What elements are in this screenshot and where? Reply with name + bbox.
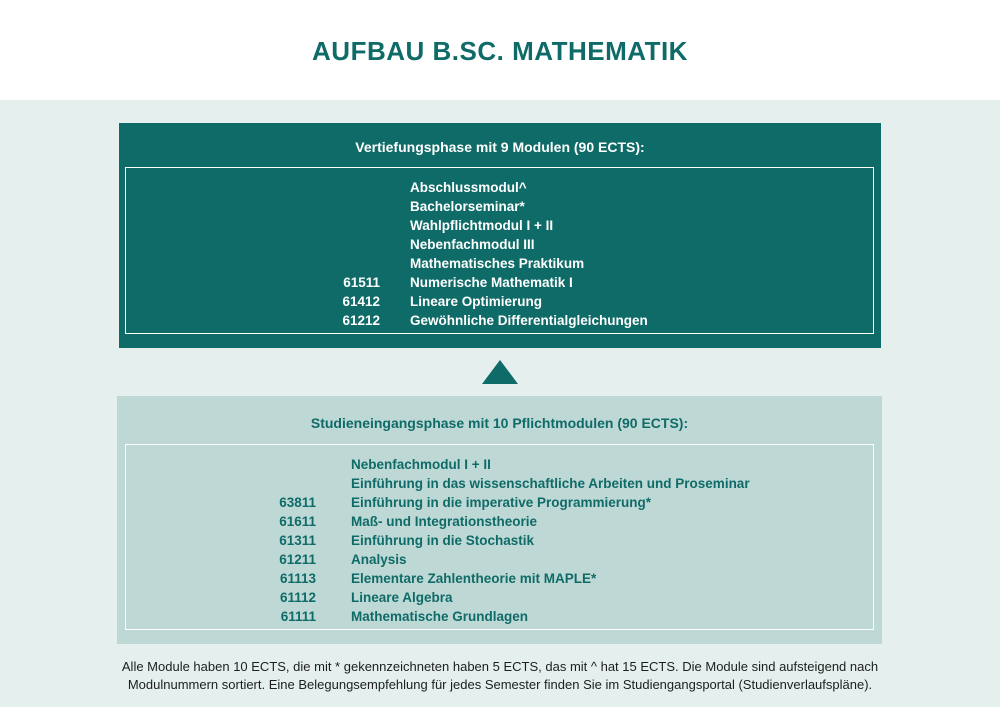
module-name: Analysis xyxy=(351,552,407,567)
module-row xyxy=(126,197,873,216)
module-row xyxy=(126,512,873,531)
module-row xyxy=(126,607,873,626)
module-name: Wahlpflichtmodul I + II xyxy=(410,218,554,233)
module-number: 63811 xyxy=(279,495,316,510)
module-name: Nebenfachmodul III xyxy=(410,237,535,252)
module-row xyxy=(126,493,873,512)
module-number: 61112 xyxy=(279,590,316,605)
vertiefungsphase-heading: Vertiefungsphase mit 9 Modulen (90 ECTS): xyxy=(355,139,645,155)
module-number: 61311 xyxy=(279,533,316,548)
module-row xyxy=(126,254,873,273)
studieneingangsphase-heading: Studieneingangsphase mit 10 Pflichtmodulen (90 ECTS): xyxy=(310,415,689,431)
module-name: Mathematische Grundlagen xyxy=(351,609,529,624)
studieneingangsphase-box xyxy=(117,396,882,644)
module-row xyxy=(126,455,873,474)
module-row xyxy=(126,531,873,550)
module-name: Maß- und Integrationstheorie xyxy=(351,514,538,529)
module-number: 61212 xyxy=(342,313,380,328)
module-row xyxy=(126,178,873,197)
module-number: 61412 xyxy=(342,294,380,309)
footnote-line-1: Alle Module haben 10 ECTS, die mit * gekennzeichneten haben 5 ECTS, das mit ^ hat 15 ECTS. Die Module sind aufsteigend nach xyxy=(121,659,879,674)
module-number: 61611 xyxy=(279,514,316,529)
module-number: 61111 xyxy=(280,609,316,624)
module-name: Abschlussmodul^ xyxy=(410,180,527,195)
module-row xyxy=(126,569,873,588)
page-title: AUFBAU B.SC. MATHEMATIK xyxy=(312,36,688,66)
module-row xyxy=(126,235,873,254)
vertiefungsphase-box xyxy=(119,123,881,348)
module-number: 61113 xyxy=(279,571,316,586)
module-row xyxy=(126,273,873,292)
module-name: Nebenfachmodul I + II xyxy=(351,457,491,472)
module-row xyxy=(126,292,873,311)
module-name: Lineare Algebra xyxy=(351,590,453,605)
module-row xyxy=(126,588,873,607)
vertiefungsphase-module-list xyxy=(125,167,874,334)
module-row xyxy=(126,474,873,493)
footnote-line-2: Modulnummern sortiert. Eine Belegungsempfehlung für jedes Semester finden Sie im Studiengangsportal (Studienverlaufspläne). xyxy=(127,677,873,692)
module-name: Lineare Optimierung xyxy=(410,294,543,309)
module-name: Numerische Mathematik I xyxy=(410,275,573,290)
module-name: Gewöhnliche Differentialgleichungen xyxy=(410,313,648,328)
module-name: Mathematisches Praktikum xyxy=(410,256,585,271)
footnote xyxy=(80,658,920,694)
module-row xyxy=(126,311,873,330)
module-row xyxy=(126,216,873,235)
module-name: Elementare Zahlentheorie mit MAPLE* xyxy=(351,571,597,586)
arrow-up-icon xyxy=(482,360,518,384)
module-name: Einführung in die imperative Programmierung* xyxy=(351,495,652,510)
module-name: Bachelorseminar* xyxy=(410,199,525,214)
module-row xyxy=(126,550,873,569)
module-name: Einführung in das wissenschaftliche Arbeiten und Proseminar xyxy=(351,476,750,491)
module-number: 61211 xyxy=(279,552,316,567)
module-number: 61511 xyxy=(343,275,380,290)
studieneingangsphase-module-list xyxy=(125,444,874,630)
module-name: Einführung in die Stochastik xyxy=(351,533,535,548)
